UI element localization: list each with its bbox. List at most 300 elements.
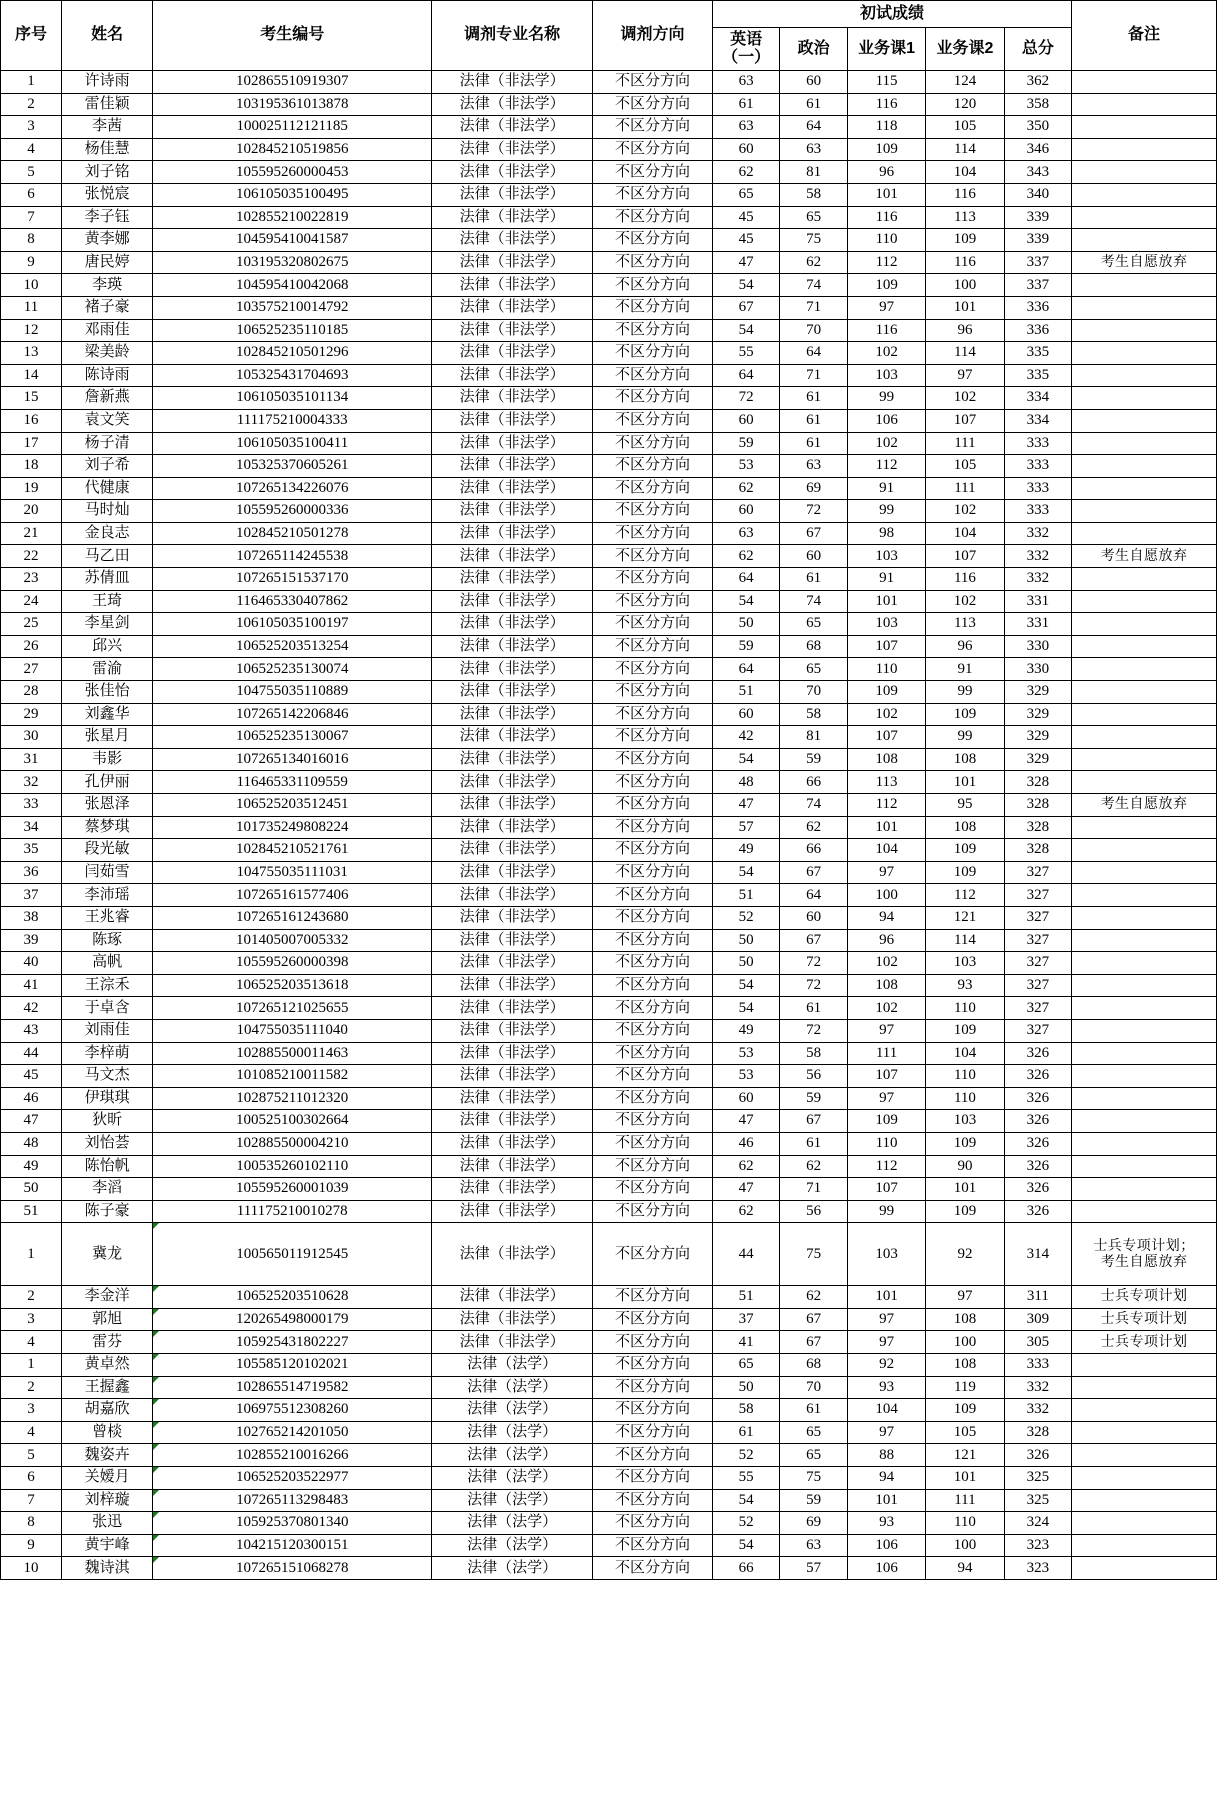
note-cell <box>1072 1399 1217 1422</box>
table-row <box>1 590 1217 613</box>
politics-score-cell: 75 <box>780 1467 847 1490</box>
seq-cell: 29 <box>1 703 62 726</box>
politics-score-cell: 69 <box>780 1512 847 1535</box>
table-row <box>1 251 1217 274</box>
table-row <box>1 477 1217 500</box>
course2-score-cell: 96 <box>926 635 1004 658</box>
candidate-id-cell: 106525203522977 <box>153 1467 432 1490</box>
major-cell: 法律（法学） <box>432 1489 593 1512</box>
note-cell <box>1072 1223 1217 1286</box>
total-score-cell: 327 <box>1004 1019 1072 1042</box>
table-row <box>1 93 1217 116</box>
politics-score-cell: 65 <box>780 206 847 229</box>
english-score-cell: 46 <box>712 1132 779 1155</box>
name-cell: 马时灿 <box>61 500 152 523</box>
politics-score-cell: 74 <box>780 274 847 297</box>
table-row <box>1 319 1217 342</box>
candidate-id-cell: 101085210011582 <box>153 1065 432 1088</box>
direction-cell: 不区分方向 <box>593 183 713 206</box>
name-cell: 郭旭 <box>61 1308 152 1331</box>
total-score-cell: 362 <box>1004 71 1072 94</box>
politics-score-cell: 61 <box>780 387 847 410</box>
course1-score-cell: 116 <box>847 93 925 116</box>
direction-cell: 不区分方向 <box>593 1178 713 1201</box>
course2-score-cell: 105 <box>926 116 1004 139</box>
course2-score-cell: 109 <box>926 839 1004 862</box>
english-score-cell: 42 <box>712 726 779 749</box>
seq-cell: 1 <box>1 1223 62 1286</box>
total-score-cell: 314 <box>1004 1223 1072 1286</box>
name-cell: 高帆 <box>61 952 152 975</box>
major-cell: 法律（非法学） <box>432 1223 593 1286</box>
course1-score-cell: 101 <box>847 183 925 206</box>
politics-score-cell: 68 <box>780 635 847 658</box>
total-score-cell: 327 <box>1004 861 1072 884</box>
seq-cell: 16 <box>1 409 62 432</box>
candidate-id-cell: 106525203512451 <box>153 794 432 817</box>
major-cell: 法律（非法学） <box>432 1286 593 1309</box>
total-score-cell: 332 <box>1004 1399 1072 1422</box>
english-score-cell: 59 <box>712 432 779 455</box>
table-row <box>1 974 1217 997</box>
note-cell <box>1072 1087 1217 1110</box>
total-score-cell: 311 <box>1004 1286 1072 1309</box>
seq-cell: 2 <box>1 1376 62 1399</box>
seq-cell: 41 <box>1 974 62 997</box>
major-cell: 法律（非法学） <box>432 161 593 184</box>
name-cell: 马文杰 <box>61 1065 152 1088</box>
name-cell: 杨子清 <box>61 432 152 455</box>
note-cell <box>1072 613 1217 636</box>
total-score-cell: 328 <box>1004 794 1072 817</box>
candidate-id-cell: 100025112121185 <box>153 116 432 139</box>
politics-score-cell: 75 <box>780 1223 847 1286</box>
header-course1: 业务课1 <box>847 28 925 71</box>
table-row <box>1 1444 1217 1467</box>
course1-score-cell: 91 <box>847 568 925 591</box>
total-score-cell: 358 <box>1004 93 1072 116</box>
direction-cell: 不区分方向 <box>593 387 713 410</box>
table-header <box>1 1 1217 71</box>
direction-cell: 不区分方向 <box>593 1444 713 1467</box>
note-cell <box>1072 952 1217 975</box>
seq-cell: 12 <box>1 319 62 342</box>
table-row <box>1 71 1217 94</box>
seq-cell: 17 <box>1 432 62 455</box>
course1-score-cell: 116 <box>847 319 925 342</box>
seq-cell: 20 <box>1 500 62 523</box>
course1-score-cell: 98 <box>847 522 925 545</box>
seq-cell: 7 <box>1 206 62 229</box>
direction-cell: 不区分方向 <box>593 771 713 794</box>
total-score-cell: 323 <box>1004 1557 1072 1580</box>
total-score-cell: 331 <box>1004 613 1072 636</box>
note-cell <box>1072 1132 1217 1155</box>
total-score-cell: 326 <box>1004 1132 1072 1155</box>
seq-cell: 18 <box>1 455 62 478</box>
major-cell: 法律（非法学） <box>432 116 593 139</box>
total-score-cell: 327 <box>1004 906 1072 929</box>
direction-cell: 不区分方向 <box>593 409 713 432</box>
name-cell: 苏倩皿 <box>61 568 152 591</box>
direction-cell: 不区分方向 <box>593 1467 713 1490</box>
direction-cell: 不区分方向 <box>593 1512 713 1535</box>
name-cell: 雷佳颖 <box>61 93 152 116</box>
course1-score-cell: 107 <box>847 726 925 749</box>
note-text <box>1072 1239 1216 1271</box>
politics-score-cell: 57 <box>780 1557 847 1580</box>
course2-score-cell: 109 <box>926 1132 1004 1155</box>
header-english-line2: （一） <box>722 49 771 66</box>
english-score-cell: 59 <box>712 635 779 658</box>
note-cell <box>1072 568 1217 591</box>
name-cell: 马乙田 <box>61 545 152 568</box>
note-cell <box>1072 906 1217 929</box>
table-row <box>1 1110 1217 1133</box>
course1-score-cell: 104 <box>847 839 925 862</box>
course2-score-cell: 119 <box>926 1376 1004 1399</box>
table-row <box>1 1155 1217 1178</box>
seq-cell: 6 <box>1 1467 62 1490</box>
major-cell: 法律（法学） <box>432 1354 593 1377</box>
total-score-cell: 326 <box>1004 1110 1072 1133</box>
candidate-id-cell: 102845210519856 <box>153 138 432 161</box>
direction-cell: 不区分方向 <box>593 726 713 749</box>
candidate-id-cell: 102875211012320 <box>153 1087 432 1110</box>
seq-cell: 14 <box>1 364 62 387</box>
direction-cell: 不区分方向 <box>593 839 713 862</box>
politics-score-cell: 63 <box>780 1534 847 1557</box>
direction-cell: 不区分方向 <box>593 206 713 229</box>
table-row <box>1 229 1217 252</box>
name-cell: 王兆睿 <box>61 906 152 929</box>
name-cell: 李子钰 <box>61 206 152 229</box>
name-cell: 张迅 <box>61 1512 152 1535</box>
candidate-id-cell: 107265121025655 <box>153 997 432 1020</box>
candidate-id-cell: 106525235110185 <box>153 319 432 342</box>
total-score-cell: 328 <box>1004 771 1072 794</box>
table-row <box>1 1065 1217 1088</box>
course2-score-cell: 92 <box>926 1223 1004 1286</box>
politics-score-cell: 62 <box>780 1286 847 1309</box>
major-cell: 法律（法学） <box>432 1444 593 1467</box>
seq-cell: 5 <box>1 1444 62 1467</box>
candidate-id-cell: 107265113298483 <box>153 1489 432 1512</box>
seq-cell: 4 <box>1 1421 62 1444</box>
total-score-cell: 326 <box>1004 1042 1072 1065</box>
politics-score-cell: 71 <box>780 1178 847 1201</box>
major-cell: 法律（法学） <box>432 1534 593 1557</box>
note-cell <box>1072 477 1217 500</box>
politics-score-cell: 65 <box>780 658 847 681</box>
candidate-id-cell: 102765214201050 <box>153 1421 432 1444</box>
table-row <box>1 1019 1217 1042</box>
note-cell <box>1072 1444 1217 1467</box>
english-score-cell: 47 <box>712 794 779 817</box>
politics-score-cell: 67 <box>780 861 847 884</box>
total-score-cell: 333 <box>1004 455 1072 478</box>
direction-cell: 不区分方向 <box>593 229 713 252</box>
total-score-cell: 336 <box>1004 319 1072 342</box>
direction-cell: 不区分方向 <box>593 816 713 839</box>
major-cell: 法律（法学） <box>432 1399 593 1422</box>
major-cell: 法律（非法学） <box>432 929 593 952</box>
politics-score-cell: 67 <box>780 929 847 952</box>
name-cell: 王淙禾 <box>61 974 152 997</box>
course1-score-cell: 97 <box>847 1421 925 1444</box>
course2-score-cell: 109 <box>926 1019 1004 1042</box>
table-row <box>1 1178 1217 1201</box>
english-score-cell: 50 <box>712 952 779 975</box>
note-cell <box>1072 839 1217 862</box>
course2-score-cell: 111 <box>926 432 1004 455</box>
course1-score-cell: 112 <box>847 251 925 274</box>
name-cell: 金良志 <box>61 522 152 545</box>
seq-cell: 44 <box>1 1042 62 1065</box>
direction-cell: 不区分方向 <box>593 1308 713 1331</box>
english-score-cell: 72 <box>712 387 779 410</box>
politics-score-cell: 67 <box>780 1110 847 1133</box>
politics-score-cell: 74 <box>780 794 847 817</box>
note-line: 士兵专项计划 <box>1100 1289 1188 1305</box>
seq-cell: 35 <box>1 839 62 862</box>
course2-score-cell: 124 <box>926 71 1004 94</box>
candidate-id-cell: 102845210521761 <box>153 839 432 862</box>
direction-cell: 不区分方向 <box>593 477 713 500</box>
seq-cell: 30 <box>1 726 62 749</box>
note-cell <box>1072 748 1217 771</box>
seq-cell: 24 <box>1 590 62 613</box>
course2-score-cell: 94 <box>926 1557 1004 1580</box>
english-score-cell: 50 <box>712 929 779 952</box>
course1-score-cell: 115 <box>847 71 925 94</box>
course1-score-cell: 93 <box>847 1376 925 1399</box>
seq-cell: 3 <box>1 116 62 139</box>
candidate-id-cell: 104755035111031 <box>153 861 432 884</box>
politics-score-cell: 67 <box>780 1308 847 1331</box>
table-row <box>1 952 1217 975</box>
table-row <box>1 409 1217 432</box>
direction-cell: 不区分方向 <box>593 1087 713 1110</box>
english-score-cell: 63 <box>712 116 779 139</box>
total-score-cell: 326 <box>1004 1200 1072 1223</box>
course2-score-cell: 101 <box>926 296 1004 319</box>
candidate-id-cell: 107265161243680 <box>153 906 432 929</box>
note-cell <box>1072 183 1217 206</box>
note-cell <box>1072 1155 1217 1178</box>
politics-score-cell: 64 <box>780 884 847 907</box>
total-score-cell: 335 <box>1004 342 1072 365</box>
direction-cell: 不区分方向 <box>593 93 713 116</box>
name-cell: 陈琢 <box>61 929 152 952</box>
politics-score-cell: 70 <box>780 1376 847 1399</box>
politics-score-cell: 69 <box>780 477 847 500</box>
politics-score-cell: 70 <box>780 319 847 342</box>
total-score-cell: 324 <box>1004 1512 1072 1535</box>
direction-cell: 不区分方向 <box>593 997 713 1020</box>
name-cell: 刘鑫华 <box>61 703 152 726</box>
course1-score-cell: 93 <box>847 1512 925 1535</box>
note-cell <box>1072 703 1217 726</box>
table-row <box>1 116 1217 139</box>
english-score-cell: 54 <box>712 1489 779 1512</box>
candidate-id-cell: 102865514719582 <box>153 1376 432 1399</box>
course1-score-cell: 101 <box>847 590 925 613</box>
direction-cell: 不区分方向 <box>593 319 713 342</box>
english-score-cell: 62 <box>712 1200 779 1223</box>
english-score-cell: 52 <box>712 1444 779 1467</box>
politics-score-cell: 66 <box>780 771 847 794</box>
major-cell: 法律（非法学） <box>432 545 593 568</box>
course2-score-cell: 105 <box>926 455 1004 478</box>
seq-cell: 7 <box>1 1489 62 1512</box>
header-course2: 业务课2 <box>926 28 1004 71</box>
header-exam-group: 初试成绩 <box>712 1 1071 28</box>
header-direction: 调剂方向 <box>593 1 713 71</box>
english-score-cell: 53 <box>712 455 779 478</box>
english-score-cell: 41 <box>712 1331 779 1354</box>
course1-score-cell: 111 <box>847 1042 925 1065</box>
major-cell: 法律（非法学） <box>432 681 593 704</box>
direction-cell: 不区分方向 <box>593 1019 713 1042</box>
seq-cell: 50 <box>1 1178 62 1201</box>
politics-score-cell: 66 <box>780 839 847 862</box>
course2-score-cell: 110 <box>926 1087 1004 1110</box>
seq-cell: 11 <box>1 296 62 319</box>
note-cell <box>1072 455 1217 478</box>
table-row <box>1 206 1217 229</box>
candidate-id-cell: 105595260000398 <box>153 952 432 975</box>
politics-score-cell: 61 <box>780 93 847 116</box>
major-cell: 法律（非法学） <box>432 319 593 342</box>
candidate-id-cell: 106525235130074 <box>153 658 432 681</box>
course2-score-cell: 97 <box>926 364 1004 387</box>
politics-score-cell: 59 <box>780 1087 847 1110</box>
direction-cell: 不区分方向 <box>593 296 713 319</box>
name-cell: 刘怡荟 <box>61 1132 152 1155</box>
course1-score-cell: 97 <box>847 1019 925 1042</box>
name-cell: 王琦 <box>61 590 152 613</box>
table-row <box>1 1087 1217 1110</box>
major-cell: 法律（非法学） <box>432 477 593 500</box>
seq-cell: 36 <box>1 861 62 884</box>
table-row <box>1 296 1217 319</box>
politics-score-cell: 65 <box>780 613 847 636</box>
direction-cell: 不区分方向 <box>593 342 713 365</box>
header-candidate-id: 考生编号 <box>153 1 432 71</box>
name-cell: 张星月 <box>61 726 152 749</box>
course1-score-cell: 101 <box>847 1489 925 1512</box>
candidate-id-cell: 103195320802675 <box>153 251 432 274</box>
course2-score-cell: 90 <box>926 1155 1004 1178</box>
candidate-id-cell: 103195361013878 <box>153 93 432 116</box>
candidate-id-cell: 107265134226076 <box>153 477 432 500</box>
note-line: 考生自愿放弃 <box>1100 797 1188 813</box>
major-cell: 法律（非法学） <box>432 71 593 94</box>
course1-score-cell: 106 <box>847 1557 925 1580</box>
course2-score-cell: 109 <box>926 1200 1004 1223</box>
course1-score-cell: 94 <box>847 1467 925 1490</box>
seq-cell: 47 <box>1 1110 62 1133</box>
course2-score-cell: 96 <box>926 319 1004 342</box>
major-cell: 法律（非法学） <box>432 1200 593 1223</box>
table-row <box>1 1376 1217 1399</box>
course2-score-cell: 107 <box>926 409 1004 432</box>
politics-score-cell: 72 <box>780 500 847 523</box>
major-cell: 法律（非法学） <box>432 635 593 658</box>
note-cell <box>1072 816 1217 839</box>
direction-cell: 不区分方向 <box>593 161 713 184</box>
name-cell: 邓雨佳 <box>61 319 152 342</box>
seq-cell: 1 <box>1 71 62 94</box>
course2-score-cell: 109 <box>926 703 1004 726</box>
major-cell: 法律（非法学） <box>432 861 593 884</box>
table-row <box>1 1512 1217 1535</box>
english-score-cell: 51 <box>712 884 779 907</box>
name-cell: 魏姿卉 <box>61 1444 152 1467</box>
note-cell <box>1072 1308 1217 1331</box>
total-score-cell: 333 <box>1004 500 1072 523</box>
english-score-cell: 64 <box>712 658 779 681</box>
politics-score-cell: 58 <box>780 703 847 726</box>
english-score-cell: 54 <box>712 861 779 884</box>
name-cell: 韦影 <box>61 748 152 771</box>
total-score-cell: 333 <box>1004 432 1072 455</box>
major-cell: 法律（非法学） <box>432 794 593 817</box>
total-score-cell: 327 <box>1004 974 1072 997</box>
header-politics: 政治 <box>780 28 847 71</box>
course1-score-cell: 97 <box>847 296 925 319</box>
note-cell <box>1072 974 1217 997</box>
table-row <box>1 161 1217 184</box>
total-score-cell: 329 <box>1004 726 1072 749</box>
course2-score-cell: 100 <box>926 1534 1004 1557</box>
english-score-cell: 61 <box>712 1421 779 1444</box>
candidate-id-cell: 106525203513618 <box>153 974 432 997</box>
english-score-cell: 58 <box>712 1399 779 1422</box>
candidate-id-cell: 101735249808224 <box>153 816 432 839</box>
name-cell: 李金洋 <box>61 1286 152 1309</box>
english-score-cell: 53 <box>712 1065 779 1088</box>
politics-score-cell: 75 <box>780 229 847 252</box>
name-cell: 胡嘉欣 <box>61 1399 152 1422</box>
table-row <box>1 432 1217 455</box>
name-cell: 杨佳慧 <box>61 138 152 161</box>
direction-cell: 不区分方向 <box>593 1376 713 1399</box>
seq-cell: 45 <box>1 1065 62 1088</box>
note-cell <box>1072 545 1217 568</box>
total-score-cell: 340 <box>1004 183 1072 206</box>
note-text <box>1101 1312 1188 1327</box>
major-cell: 法律（非法学） <box>432 1019 593 1042</box>
total-score-cell: 323 <box>1004 1534 1072 1557</box>
course2-score-cell: 108 <box>926 816 1004 839</box>
note-cell <box>1072 1110 1217 1133</box>
major-cell: 法律（非法学） <box>432 1110 593 1133</box>
name-cell: 袁文笑 <box>61 409 152 432</box>
seq-cell: 49 <box>1 1155 62 1178</box>
seq-cell: 32 <box>1 771 62 794</box>
major-cell: 法律（非法学） <box>432 726 593 749</box>
candidate-id-cell: 120265498000179 <box>153 1308 432 1331</box>
course1-score-cell: 107 <box>847 1065 925 1088</box>
major-cell: 法律（非法学） <box>432 206 593 229</box>
seq-cell: 37 <box>1 884 62 907</box>
table-row <box>1 748 1217 771</box>
politics-score-cell: 61 <box>780 997 847 1020</box>
major-cell: 法律（非法学） <box>432 93 593 116</box>
note-cell <box>1072 93 1217 116</box>
